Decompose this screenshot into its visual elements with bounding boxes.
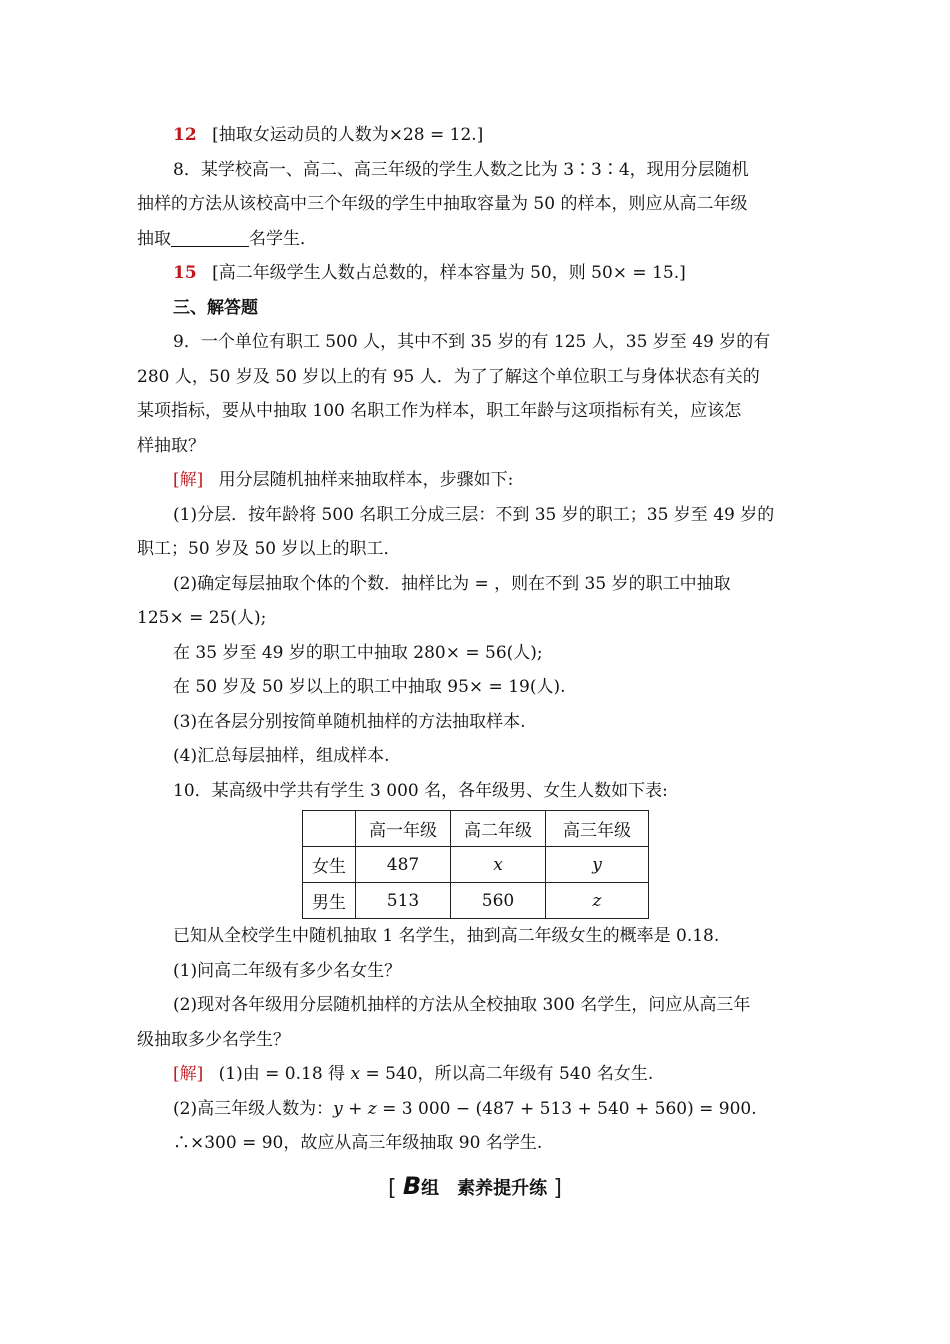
variable-x: x — [350, 1064, 361, 1084]
question-10-line-2: 已知从全校学生中随机抽取 1 名学生，抽到高二年级女生的概率是 0.18. — [173, 926, 720, 946]
solution-10-text-a: (1)由 = 0.18 得 — [218, 1064, 351, 1084]
table-header-row — [303, 811, 649, 847]
section-heading: 三、解答题 — [173, 297, 258, 318]
fill-blank — [171, 228, 249, 247]
table-header-cell: 高三年级 — [546, 811, 649, 847]
table-cell: y — [546, 847, 649, 883]
table-cell: x — [451, 847, 546, 883]
table-header-cell: 高二年级 — [451, 811, 546, 847]
question-10-line-3: (1)问高二年级有多少名女生？ — [173, 960, 402, 981]
solution-tag: [解] — [173, 470, 204, 490]
solution-9-line-4: (2)确定每层抽取个体的个数．抽样比为 = ，则在不到 35 岁的职工中抽取 — [173, 573, 731, 594]
solution-10-line-2 — [137, 1092, 817, 1127]
question-8-prefix: 抽取 — [137, 228, 171, 249]
table-row — [303, 883, 649, 919]
answer-12-text: [抽取女运动员的人数为×28 = 12.] — [212, 125, 484, 145]
solution-9-line-9: (4)汇总每层抽样，组成样本. — [173, 746, 390, 766]
solution-10-line-3: ∴×300 = 90，故应从高三年级抽取 90 名学生. — [173, 1133, 543, 1153]
question-10-line-1: 10．某高级中学共有学生 3 000 名，各年级男、女生人数如下表: — [173, 780, 668, 801]
table-row-label: 女生 — [303, 847, 356, 883]
grade-gender-table — [302, 810, 649, 919]
question-8-line-3 — [137, 222, 817, 257]
question-8-line-1: 8．某学校高一、高二、高三年级的学生人数之比为 3∶3∶4，现用分层随机 — [173, 159, 749, 180]
variable-z: z — [367, 1098, 377, 1119]
answer-12 — [137, 118, 817, 153]
answer-15 — [137, 256, 817, 291]
plus-sign: + — [342, 1098, 368, 1119]
bracket-close: ] — [553, 1176, 563, 1201]
table-cell: 560 — [451, 883, 546, 919]
page-content — [137, 118, 817, 1161]
solution-9-line-5: 125× = 25(人); — [137, 608, 267, 628]
question-9-line-3: 某项指标，要从中抽取 100 名职工作为样本，职工年龄与这项指标有关，应该怎 — [137, 401, 742, 421]
table-cell: z — [546, 883, 649, 919]
solution-9-line-2: (1)分层．按年龄将 500 名职工分成三层：不到 35 岁的职工；35 岁至 49 岁的 — [173, 504, 775, 525]
table-row — [303, 847, 649, 883]
solution-9-line-6: 在 35 岁至 49 岁的职工中抽取 280× = 56(人); — [173, 642, 543, 663]
table-cell: 487 — [356, 847, 451, 883]
solution-tag: [解] — [173, 1064, 204, 1084]
solution-9-line-1 — [137, 463, 817, 498]
table-row-label: 男生 — [303, 883, 356, 919]
question-9-line-2: 280 人，50 岁及 50 岁以上的有 95 人．为了了解这个单位职工与身体状态有关的 — [137, 366, 760, 387]
table-header-cell — [303, 811, 356, 847]
question-10-line-5: 级抽取多少名学生？ — [137, 1029, 290, 1050]
group-b-letter: B — [402, 1172, 422, 1200]
solution-10-line-2-b: = 3 000 − (487 + 513 + 540 + 560) = 900. — [376, 1098, 757, 1119]
bracket-open: [ — [387, 1176, 397, 1201]
solution-10-line-2-a: (2)高三年级人数为： — [173, 1098, 334, 1119]
solution-10-line-1 — [137, 1057, 817, 1092]
solution-10-text-b: = 540，所以高二年级有 540 名女生. — [360, 1064, 654, 1084]
question-10-line-4: (2)现对各年级用分层随机抽样的方法从全校抽取 300 名学生，问应从高三年 — [173, 995, 751, 1015]
solution-9-line-3: 职工；50 岁及 50 岁以上的职工． — [137, 539, 401, 559]
group-b-heading — [0, 1172, 950, 1201]
group-b-title: 组 素养提升练 — [421, 1178, 548, 1199]
variable-y: y — [333, 1098, 343, 1119]
table-cell: 513 — [356, 883, 451, 919]
question-9-line-1: 9．一个单位有职工 500 人，其中不到 35 岁的有 125 人，35 岁至 49 岁的有 — [173, 332, 771, 352]
solution-9-line-7: 在 50 岁及 50 岁以上的职工中抽取 95× = 19(人). — [173, 677, 566, 697]
answer-15-number: 15 — [173, 263, 197, 283]
solution-9-text: 用分层随机抽样来抽取样本，步骤如下: — [218, 470, 514, 490]
answer-15-text: [高二年级学生人数占总数的，样本容量为 50，则 50× = 15.] — [212, 263, 686, 283]
answer-12-number: 12 — [173, 125, 197, 145]
question-9-line-4: 样抽取？ — [137, 435, 205, 456]
question-8-line-2: 抽样的方法从该校高中三个年级的学生中抽取容量为 50 的样本，则应从高二年级 — [137, 194, 748, 214]
table-header-cell: 高一年级 — [356, 811, 451, 847]
solution-9-line-8: (3)在各层分别按简单随机抽样的方法抽取样本. — [173, 711, 526, 732]
question-8-suffix: 名学生． — [249, 228, 317, 249]
